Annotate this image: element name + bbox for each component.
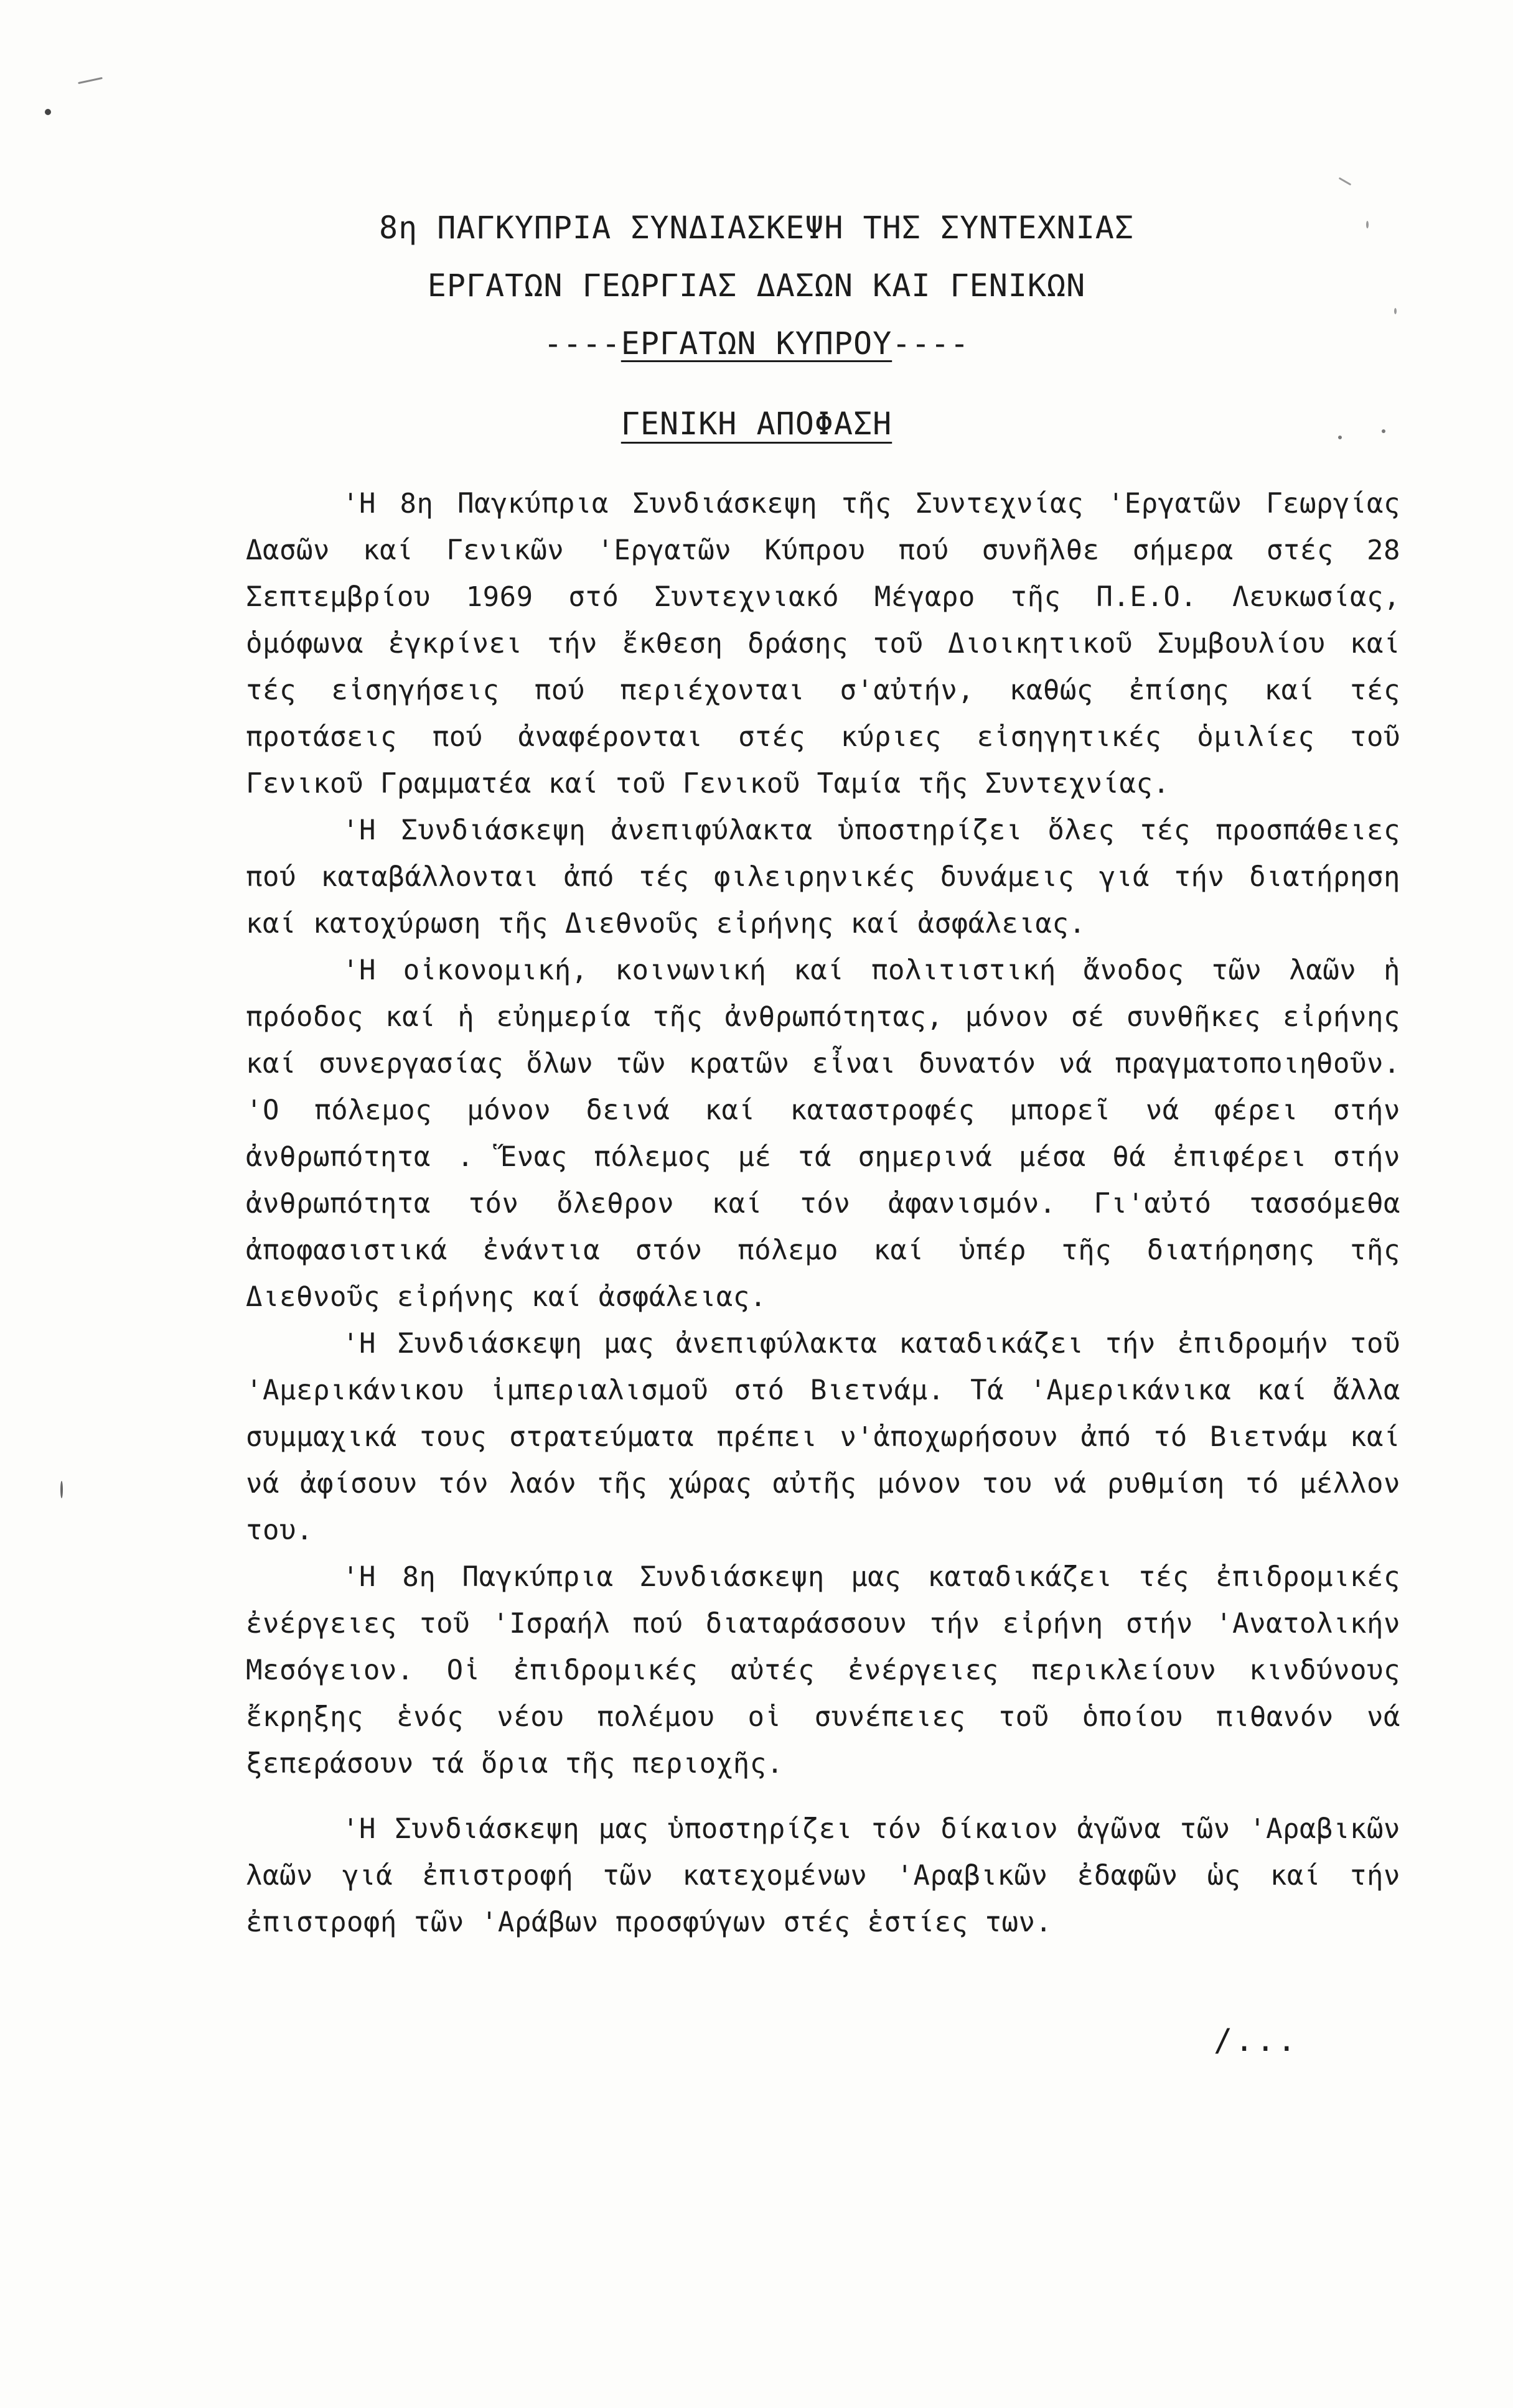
header-line-3-text: ΕΡΓΑΤΩΝ ΚΥΠΡΟΥ xyxy=(621,325,892,362)
scan-speck xyxy=(1338,436,1342,439)
header-line-3 xyxy=(0,315,1513,373)
paragraph-general-approval: 'Η 8η Παγκύπρια Συνδιάσκεψη τῆς Συντεχνίας 'Εργατῶν Γεωργίας Δασῶν καί Γενικῶν 'Εργατῶν Κύπρου πού συνῆλθε σήμερα στές 28 Σεπτεμβρίου 1969 στό Συντεχνιακό Μέγαρο τῆς Π.Ε.Ο. Λευκωσίας, ὁμόφωνα ἐγκρίνει τήν ἔκθεση δράσης τοῦ Διοικητικοῦ Συμβουλίου καί τές εἰσηγήσεις πού περιέχονται σ'αὐτήν, καθώς ἐπίσης καί τές προτάσεις πού ἀναφέρονται στές κύριες εἰσηγητικές ὁμιλίες τοῦ Γενικοῦ Γραμματέα καί τοῦ Γενικοῦ Ταμία τῆς Συντεχνίας. xyxy=(246,488,1400,800)
continuation-mark: /... xyxy=(1214,2022,1299,2058)
paragraph-vietnam: 'Η Συνδιάσκεψη μας ἀνεπιφύλακτα καταδικάζει τήν ἐπιδρομήν τοῦ 'Αμερικάνικου ἰμπεριαλισμοῦ στό Βιετνάμ. Τά 'Αμερικάνικα καί ἄλλα συμμαχικά τους στρατεύματα πρέπει ν'ἀποχωρήσουν ἀπό τό Βιετνάμ καί νά ἀφίσουν τόν λαόν τῆς χώρας αὐτῆς μόνον του νά ρυθμίση τό μέλλον του. xyxy=(246,1328,1400,1546)
header-line-2: ΕΡΓΑΤΩΝ ΓΕΩΡΓΙΑΣ ΔΑΣΩΝ ΚΑΙ ΓΕΝΙΚΩΝ xyxy=(427,268,1086,304)
header-line-1: 8η ΠΑΓΚΥΠΡΙΑ ΣΥΝΔΙΑΣΚΕΨΗ ΤΗΣ ΣΥΝΤΕΧΝΙΑΣ xyxy=(379,210,1134,246)
scan-speck xyxy=(1394,308,1397,314)
decision-title xyxy=(0,406,1513,442)
scan-speck xyxy=(1382,429,1385,433)
document-header xyxy=(0,199,1513,373)
scan-speck xyxy=(45,109,51,115)
paragraph-arab-peoples: 'Η Συνδιάσκεψη μας ὑποστηρίζει τόν δίκαιον ἀγῶνα τῶν 'Αραβικῶν λαῶν γιά ἐπιστροφή τῶν κατεχομένων 'Αραβικῶν ἐδαφῶν ὡς καί τήν ἐπιστροφή τῶν 'Αράβων προσφύγων στές ἑστίες των. xyxy=(246,1813,1400,1938)
scan-speck xyxy=(1339,177,1352,186)
paragraph-israel: 'Η 8η Παγκύπρια Συνδιάσκεψη μας καταδικάζει τές ἐπιδρομικές ἐνέργειες τοῦ 'Ισραήλ πού διαταράσσουν τήν εἰρήνη στήν 'Ανατολικήν Μεσόγειον. Οἱ ἐπιδρομικές αὐτές ἐνέργειες περικλείουν κινδύνους ἔκρηξης ἑνός νέου πολέμου οἱ συνέπειες τοῦ ὁποίου πιθανόν νά ξεπεράσουν τά ὅρια τῆς περιοχῆς. xyxy=(246,1561,1400,1780)
scan-speck xyxy=(78,77,103,84)
paragraph-progress-peace: 'Η οἰκονομική, κοινωνική καί πολιτιστική ἄνοδος τῶν λαῶν ἡ πρόοδος καί ἡ εὐημερία τῆς ἀνθρωπότητας, μόνον σέ συνθῆκες εἰρήνης καί συνεργασίας ὅλων τῶν κρατῶν εἶναι δυνατόν νά πραγματοποιηθοῦν. 'Ο πόλεμος μόνον δεινά καί καταστροφές μπορεῖ νά φέρει στήν ἀνθρωπότητα . Ἕνας πόλεμος μέ τά σημερινά μέσα θά ἐπιφέρει στήν ἀνθρωπότητα τόν ὄλεθρον καί τόν ἀφανισμόν. Γι'αὐτό τασσόμεθα ἀποφασιστικά ἐνάντια στόν πόλεμο καί ὑπέρ τῆς διατήρησης τῆς Διεθνοῦς εἰρήνης καί ἀσφάλειας. xyxy=(246,954,1400,1313)
scan-speck xyxy=(60,1481,63,1498)
decision-title-text: ΓΕΝΙΚΗ ΑΠΟΦΑΣΗ xyxy=(621,406,892,442)
paragraph-peace-support: 'Η Συνδιάσκεψη ἀνεπιφύλακτα ὑποστηρίζει ὅλες τές προσπάθειες πού καταβάλλονται ἀπό τές φιλειρηνικές δυνάμεις γιά τήν διατήρηση καί κατοχύρωση τῆς Διεθνοῦς εἰρήνης καί ἀσφάλειας. xyxy=(246,814,1400,940)
scan-speck xyxy=(1366,221,1369,228)
document-body xyxy=(246,480,1400,1946)
